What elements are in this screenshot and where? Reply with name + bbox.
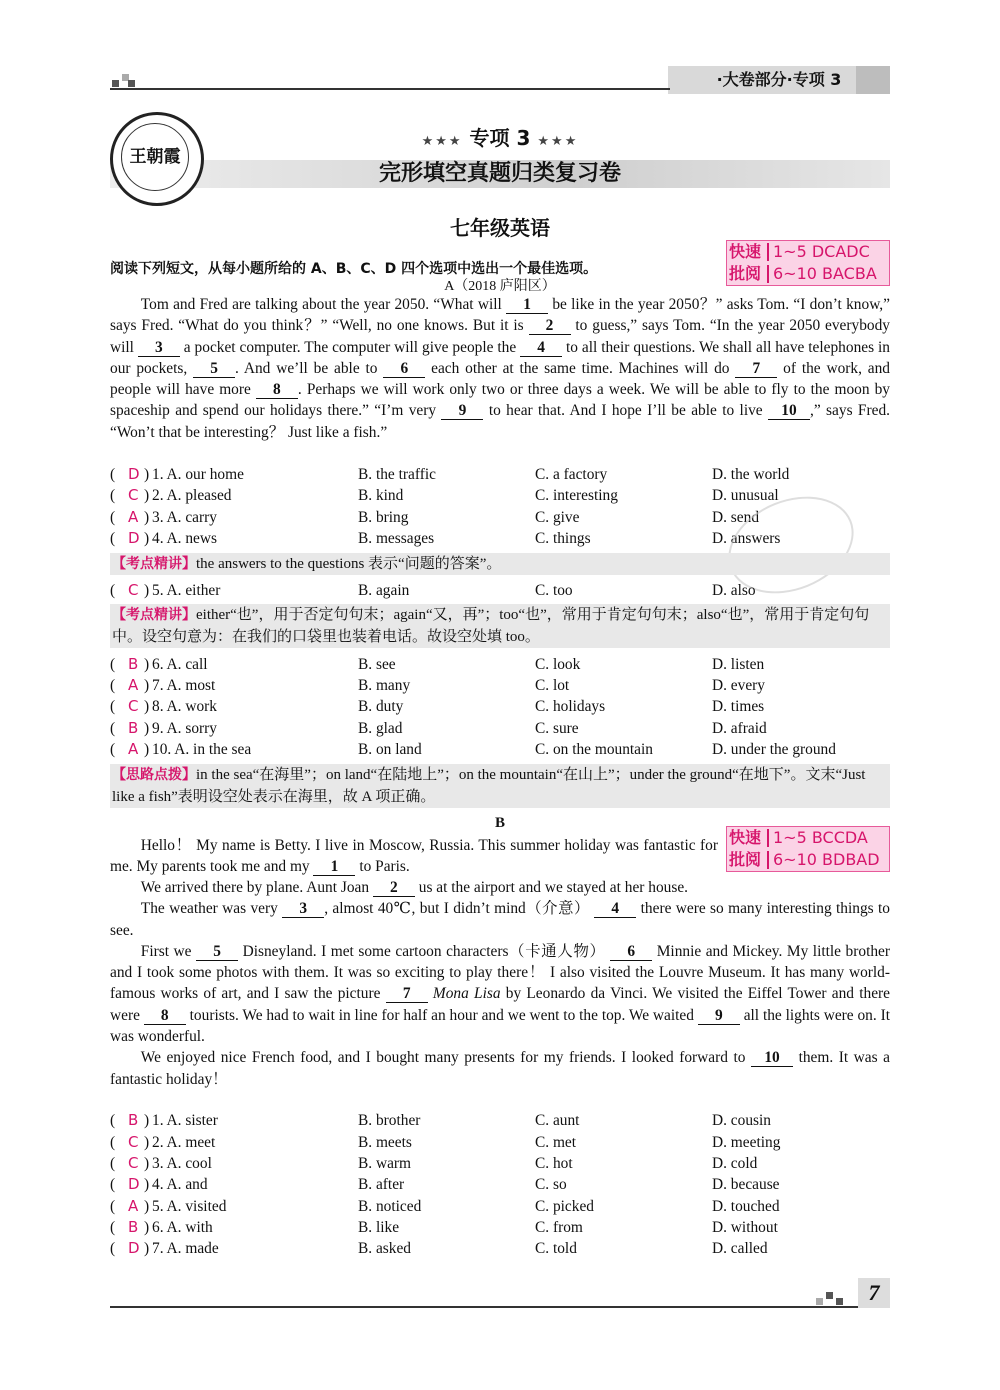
stars-left-icon: ★★★ bbox=[421, 134, 463, 149]
question-a3[interactable]: ( A ) 3. A. carry B. bring C. give D. send bbox=[110, 508, 760, 526]
special-title bbox=[0, 122, 1000, 151]
section-tag bbox=[668, 66, 890, 94]
blank-3[interactable]: 3 bbox=[138, 339, 180, 357]
logo-text: 王朝霞 bbox=[121, 123, 189, 191]
question-b4[interactable]: ( D ) 4. A. and B. after C. so D. because bbox=[110, 1175, 780, 1193]
blank-b5[interactable]: 5 bbox=[196, 943, 238, 961]
blank-6[interactable]: 6 bbox=[383, 360, 425, 378]
special-label: 专项 3 bbox=[469, 126, 531, 150]
blank-2[interactable]: 2 bbox=[529, 317, 571, 335]
answer-key-label: 快速 bbox=[729, 828, 762, 847]
note-q4: 【考点精讲】the answers to the questions 表示“问题的答案”。 bbox=[110, 553, 890, 575]
blank-b9[interactable]: 9 bbox=[698, 1007, 740, 1025]
page-number: 7 bbox=[858, 1278, 890, 1308]
instruction: 阅读下列短文，从每小题所给的 A、B、C、D 四个选项中选出一个最佳选项。 bbox=[110, 261, 598, 277]
question-a5[interactable]: ( C ) 5. A. either B. again C. too D. also bbox=[110, 581, 756, 599]
blank-b2[interactable]: 2 bbox=[373, 879, 415, 897]
answer-box-b bbox=[726, 826, 890, 872]
deco-square bbox=[128, 80, 135, 87]
answer-key-value: 1~5 BCCDA bbox=[773, 828, 868, 847]
blank-b6[interactable]: 6 bbox=[610, 943, 652, 961]
blank-b10[interactable]: 10 bbox=[751, 1049, 793, 1067]
answer-key-value: 6~10 BDBAD bbox=[773, 850, 880, 869]
question-a4[interactable]: ( D ) 4. A. news B. messages C. things D. answers bbox=[110, 529, 781, 547]
question-a2[interactable]: ( C ) 2. A. pleased B. kind C. interesting D. unusual bbox=[110, 486, 779, 504]
answer-key-label: 快速 bbox=[729, 242, 762, 261]
question-a10[interactable]: ( A ) 10. A. in the sea B. on land C. on the mountain D. under the ground bbox=[110, 740, 836, 758]
section-a-label: A（2018 庐阳区） bbox=[444, 279, 556, 294]
blank-8[interactable]: 8 bbox=[256, 381, 298, 399]
blank-10[interactable]: 10 bbox=[768, 402, 810, 420]
main-title: 完形填空真题归类复习卷 bbox=[378, 161, 621, 186]
deco-square bbox=[826, 1292, 833, 1299]
passage-b-p1: Hello！ My name is Betty. I live in Moscow, Russia. This summer holiday was fantastic for me. My parents took me and my 1 to Paris. bbox=[110, 837, 718, 876]
answer-key-label: 批阅 bbox=[729, 850, 762, 869]
section-b-label: B bbox=[494, 815, 505, 831]
question-b5[interactable]: ( A ) 5. A. visited B. noticed C. picked D. touched bbox=[110, 1197, 780, 1215]
deco-square bbox=[836, 1298, 843, 1305]
blank-b8[interactable]: 8 bbox=[144, 1007, 186, 1025]
question-a1[interactable]: ( D ) 1. A. our home B. the traffic C. a factory D. the world bbox=[110, 465, 790, 483]
blank-b7[interactable]: 7 bbox=[386, 985, 428, 1003]
blank-9[interactable]: 9 bbox=[441, 402, 483, 420]
question-a8[interactable]: ( C ) 8. A. work B. duty C. holidays D. times bbox=[110, 697, 765, 715]
answer-key-value: 6~10 BACBA bbox=[773, 264, 877, 283]
blank-5[interactable]: 5 bbox=[193, 360, 235, 378]
deco-square bbox=[112, 80, 119, 87]
footer-rule bbox=[110, 1306, 890, 1308]
blank-b1[interactable]: 1 bbox=[313, 858, 355, 876]
question-b3[interactable]: ( C ) 3. A. cool B. warm C. hot D. cold bbox=[110, 1154, 758, 1172]
question-a7[interactable]: ( A ) 7. A. most B. many C. lot D. every bbox=[110, 676, 765, 694]
subject-title: 七年级英语 bbox=[450, 216, 550, 240]
passage-a: Tom and Fred are talking about the year 2050. “What will 1 be like in the year 2050？” asks Tom. “I don’t know,” says Fred. “What do you think？” “Well, no one knows. But it is 2 to guess,” says Tom. “In the year 2050 everybody will 3 a pocket computer. The computer will give people the 4 to all their questions. We shall all have telephones in our pockets, 5 . And we’ll be able to 6 each other at the same time. Machines will do 7 of the work, and people will have more 8 . Perhaps we will work only two or three days a week. We will be able to fly to the moon by spaceship and spend our holidays there.” “I’m very 9 to hear that. And I hope I’ll be able to live 10 ,” says Fred. “Won’t that be interesting？ Just like a fish.” bbox=[110, 296, 890, 441]
question-b1[interactable]: ( B ) 1. A. sister B. brother C. aunt D. cousin bbox=[110, 1111, 771, 1129]
question-a6[interactable]: ( B ) 6. A. call B. see C. look D. listen bbox=[110, 655, 765, 673]
note-q5: 【考点精讲】either“也”，用于否定句句末；again“又，再”；too“也”，常用于肯定句句末；also“也”，常用于肯定句句中。设空句意为：在我们的口袋里也装着电话。故设空处填 too。 bbox=[110, 604, 890, 648]
stars-right-icon: ★★★ bbox=[537, 134, 579, 149]
blank-b3[interactable]: 3 bbox=[282, 900, 324, 918]
section-tag-bar bbox=[856, 66, 890, 94]
blank-b4[interactable]: 4 bbox=[594, 900, 636, 918]
note-q10: 【思路点拨】in the sea“在海里”；on land“在陆地上”；on the mountain“在山上”；under the ground“在地下”。文末“Just like a fish”表明设空处表示在海里，故 A 项正确。 bbox=[110, 764, 890, 808]
section-tag-text: ·大卷部分·专项 3 bbox=[716, 70, 842, 89]
header-rule bbox=[110, 88, 670, 90]
question-b2[interactable]: ( C ) 2. A. meet B. meets C. met D. meeting bbox=[110, 1133, 781, 1151]
blank-1[interactable]: 1 bbox=[506, 296, 548, 314]
deco-square bbox=[816, 1298, 823, 1305]
blank-7[interactable]: 7 bbox=[735, 360, 777, 378]
passage-b: We arrived there by plane. Aunt Joan 2 us at the airport and we stayed at her house. The weather was very 3 , almost 40℃, but I didn’t mind（介意） 4 there were so many interesting things to see. First we 5 Disneyland. I met some cartoon characters（卡通人物） 6 Minnie and Mickey. My little brother and I took some photos with them. It was so exciting to play there！ I also visited the Louvre Museum. It has many world-famous works of art, and I saw the picture 7 Mona Lisa by Leonardo da Vinci. We visited the Eiffel Tower and there were 8 tourists. We had to wait in line for half an hour and we went to the top. We waited 9 all the lights were on. It was wonderful. We enjoyed nice French food, and I bought many presents for my friends. I looked forward to 10 them. It was a fantastic holiday！ bbox=[110, 879, 891, 1088]
answer-key-label: 批阅 bbox=[729, 264, 762, 283]
question-b7[interactable]: ( D ) 7. A. made B. asked C. told D. called bbox=[110, 1239, 768, 1257]
question-b6[interactable]: ( B ) 6. A. with B. like C. from D. without bbox=[110, 1218, 778, 1236]
answer-key-value: 1~5 DCADC bbox=[773, 242, 870, 261]
blank-4[interactable]: 4 bbox=[520, 339, 562, 357]
question-a9[interactable]: ( B ) 9. A. sorry B. glad C. sure D. afraid bbox=[110, 719, 767, 737]
